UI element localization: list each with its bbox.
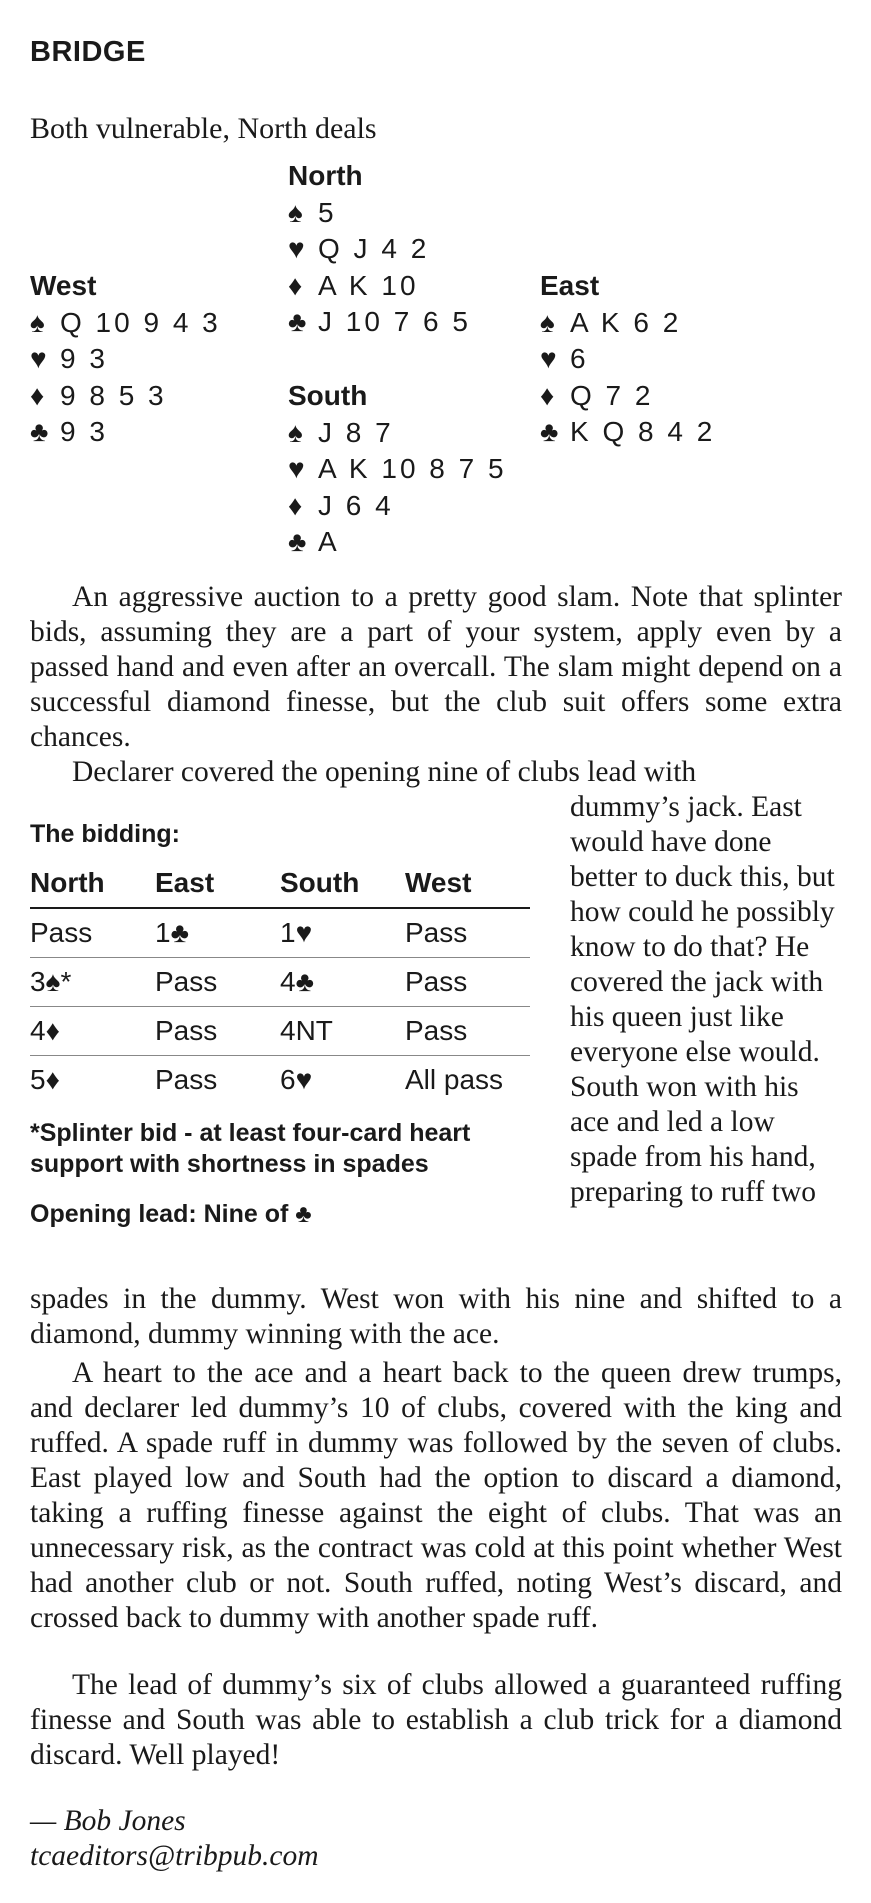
bid-cell: 6♥ <box>280 1064 313 1095</box>
bid-cell: Pass <box>155 1007 280 1056</box>
north-diamonds: A K 10 <box>318 269 419 301</box>
heart-icon: ♥ <box>30 343 47 374</box>
north-clubs: J 10 7 6 5 <box>318 306 471 337</box>
diamond-icon: ♦ <box>30 379 45 411</box>
body-paragraph-1: An aggressive auction to a pretty good slam. Note that splinter bids, assuming they are a part of your system, apply even by a passed hand and even after an overcall. The slam might depend on a successful diamond finesse, but the club suit offers some extra chances. <box>30 581 842 753</box>
bid-cell: 4NT <box>280 1007 405 1056</box>
bidding-table <box>30 863 530 1104</box>
bid-cell: Pass <box>405 1007 530 1056</box>
diamond-icon: ♦ <box>540 379 555 411</box>
west-diamonds: 9 8 5 3 <box>60 379 167 411</box>
hand-south <box>288 378 507 561</box>
seat-label-north: North <box>288 160 363 191</box>
bidding-header-east: East <box>155 863 280 908</box>
bid-cell: 1♥ <box>280 908 405 958</box>
vulnerability-line: Both vulnerable, North deals <box>30 112 377 145</box>
bid-cell: 4♦ <box>30 1007 155 1056</box>
north-hearts: Q J 4 2 <box>318 233 430 264</box>
diamond-icon: ♦ <box>288 269 303 301</box>
body-paragraph-3: A heart to the ace and a heart back to the queen drew trumps, and declarer led dummy’s 10 of clubs, covered with the king and ruffed. A spade ruff in dummy was followed by the seven of clubs. East played low and South had the option to discard a diamond, taking a ruffing finesse against the eight of clubs. That was an unnecessary risk, as the contract was cold at this point whether West had another club or not. South ruffed, noting West’s discard, and crossed back to dummy with another spade ruff. <box>30 1357 842 1634</box>
body-paragraph-4: The lead of dummy’s six of clubs allowed a guaranteed ruffing finesse and South was able to establish a club trick for a diamond discard. Well played! <box>30 1669 842 1771</box>
author-name: — Bob Jones <box>30 1805 186 1837</box>
bid-cell: 4♣ <box>280 958 405 1007</box>
spade-icon: ♠ <box>30 306 45 338</box>
bid-cell: Pass <box>155 958 280 1007</box>
bid-cell: Pass <box>30 908 155 958</box>
club-icon: ♣ <box>288 306 307 337</box>
body-paragraph-2-end: spades in the dummy. West won with his nine and shifted to a diamond, dummy winning with the ace. <box>30 1283 842 1350</box>
south-clubs: A <box>318 526 340 557</box>
bidding-header-west: West <box>405 863 530 908</box>
bid-cell: 3♠* <box>30 958 155 1007</box>
spade-icon: ♠ <box>288 196 303 228</box>
bid-cell: 5♦ <box>30 1064 60 1095</box>
splinter-footnote: *Splinter bid - at least four-card heart support with shortness in spades <box>30 1119 471 1178</box>
opening-lead: Opening lead: Nine of ♣ <box>30 1200 312 1228</box>
bidding-row <box>30 1056 530 1105</box>
heart-icon: ♥ <box>288 233 305 264</box>
club-icon: ♣ <box>288 526 307 557</box>
south-spades: J 8 7 <box>318 416 394 448</box>
east-spades: A K 6 2 <box>570 306 682 338</box>
page-title: BRIDGE <box>30 36 146 68</box>
west-clubs: 9 3 <box>60 416 108 447</box>
signature <box>30 1804 319 1874</box>
west-hearts: 9 3 <box>60 343 108 374</box>
bidding-title: The bidding: <box>30 820 180 848</box>
east-diamonds: Q 7 2 <box>570 379 654 411</box>
seat-label-south: South <box>288 380 368 411</box>
north-spades: 5 <box>318 196 337 228</box>
south-hearts: A K 10 8 7 5 <box>318 453 507 484</box>
heart-icon: ♥ <box>288 453 305 484</box>
body-paragraph-2-intro: Declarer covered the opening nine of clubs lead with <box>72 756 697 788</box>
bid-cell: 1♣ <box>155 908 280 958</box>
bidding-box <box>30 820 530 1229</box>
bidding-header-south: South <box>280 863 405 908</box>
heart-icon: ♥ <box>540 343 557 374</box>
hand-west <box>30 268 221 451</box>
seat-label-west: West <box>30 270 97 301</box>
bid-cell: Pass <box>155 1064 218 1095</box>
west-spades: Q 10 9 4 3 <box>60 306 221 338</box>
hand-east <box>540 268 715 451</box>
east-hearts: 6 <box>570 343 589 374</box>
spade-icon: ♠ <box>288 416 303 448</box>
club-icon: ♣ <box>30 416 49 447</box>
east-clubs: K Q 8 4 2 <box>570 416 716 447</box>
seat-label-east: East <box>540 270 600 301</box>
author-email[interactable]: tcaeditors@tribpub.com <box>30 1840 319 1872</box>
bidding-header-north: North <box>30 863 155 908</box>
spade-icon: ♠ <box>540 306 555 338</box>
bidding-header-row <box>30 863 530 908</box>
bidding-row <box>30 958 530 1007</box>
diamond-icon: ♦ <box>288 489 303 521</box>
bidding-row <box>30 1007 530 1056</box>
club-icon: ♣ <box>540 416 559 447</box>
bid-cell: Pass <box>405 958 530 1007</box>
body-paragraph-2-column: dummy’s jack. East would have done better to duck this, but how could he possibly know to do that? He covered the jack with his queen just like everyone else would. South won with his ace and led a low spade from his hand, preparing to ruff two <box>570 791 835 1208</box>
bid-cell: Pass <box>405 908 530 958</box>
bid-cell: All pass <box>405 1064 504 1095</box>
south-diamonds: J 6 4 <box>318 489 394 521</box>
hand-north <box>288 158 471 341</box>
bidding-row <box>30 908 530 958</box>
